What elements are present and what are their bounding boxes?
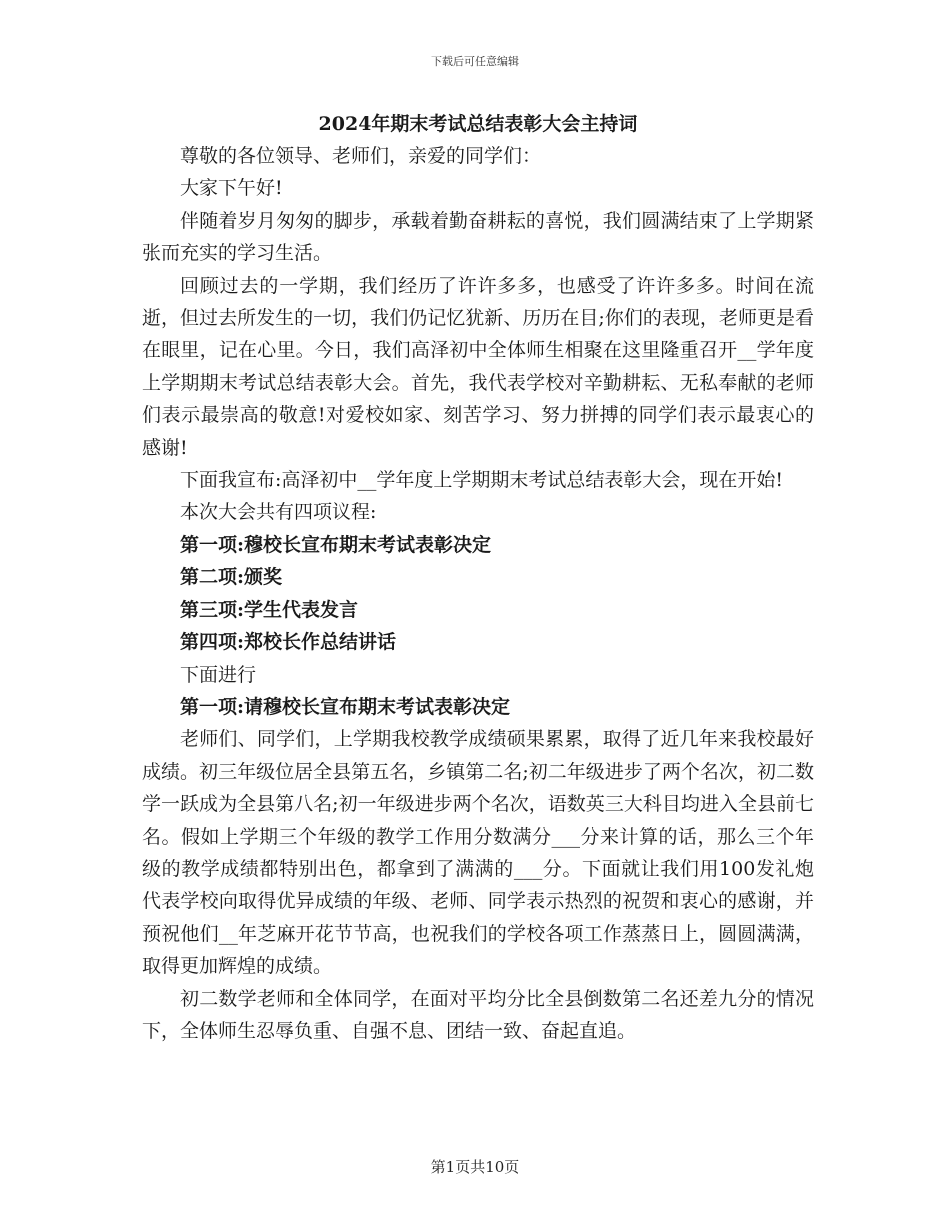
- agenda-item-2: 第二项:颁奖: [180, 566, 283, 589]
- agenda-item-4: 第四项:郑校长作总结讲话: [180, 631, 397, 654]
- greeting-paragraph: 尊敬的各位领导、老师们，亲爱的同学们：: [180, 145, 542, 167]
- agenda-intro: 本次大会共有四项议程:: [180, 501, 377, 524]
- agenda-item-3: 第三项:学生代表发言: [180, 598, 359, 621]
- page-footer: 第1页共10页: [430, 1158, 520, 1176]
- announcement-paragraph: 下面我宣布:高泽初中__学年度上学期期末考试总结表彰大会，现在开始!: [180, 469, 784, 492]
- salutation-paragraph: 大家下午好!: [180, 177, 283, 200]
- document-body: [142, 108, 814, 1047]
- proceed-paragraph: 下面进行: [180, 663, 257, 686]
- review-paragraph: 回顾过去的一学期，我们经历了许许多多，也感受了许许多多。时间在流逝，但过去所发生的一切，我们仍记忆犹新、历历在目;你们的表现，老师更是看在眼里，记在心里。今日，我们高泽初中全体师生相聚在这里隆重召开__学年度上学期期末考试总结表彰大会。首先，我代表学校对辛勤耕耘、无私奉献的老师们表示最崇高的敬意!对爱校如家、刻苦学习、努力拼搏的同学们表示最衷心的感谢!: [142, 274, 814, 459]
- page-header: 下载后可任意编辑: [431, 55, 519, 68]
- results-paragraph: 老师们、同学们，上学期我校教学成绩硕果累累，取得了近几年来我校最好成绩。初三年级位居全县第五名，乡镇第二名;初二年级进步了两个名次，初二数学一跃成为全县第八名;初一年级进步两个名次，语数英三大科目均进入全县前七名。假如上学期三个年级的教学工作用分数满分___分来计算的话，那么三个年级的教学成绩都特别出色，都拿到了满满的___分。下面就让我们用100发礼炮代表学校向取得优异成绩的年级、老师、同学表示热烈的祝贺和衷心的感谢，并预祝他们__年芝麻开花节节高，也祝我们的学校各项工作蒸蒸日上，圆圆满满，取得更加辉煌的成绩。: [142, 728, 814, 978]
- section-heading: 第一项:请穆校长宣布期末考试表彰决定: [180, 695, 511, 718]
- agenda-item-1: 第一项:穆校长宣布期末考试表彰决定: [180, 533, 492, 556]
- math-paragraph: 初二数学老师和全体同学，在面对平均分比全县倒数第二名还差九分的情况下，全体师生忍辱负重、自强不息、团结一致、奋起直追。: [142, 987, 814, 1042]
- document-title: 2024年期末考试总结表彰大会主持词: [318, 113, 638, 135]
- opening-paragraph: 伴随着岁月匆匆的脚步，承载着勤奋耕耘的喜悦，我们圆满结束了上学期紧张而充实的学习生活。: [142, 209, 814, 265]
